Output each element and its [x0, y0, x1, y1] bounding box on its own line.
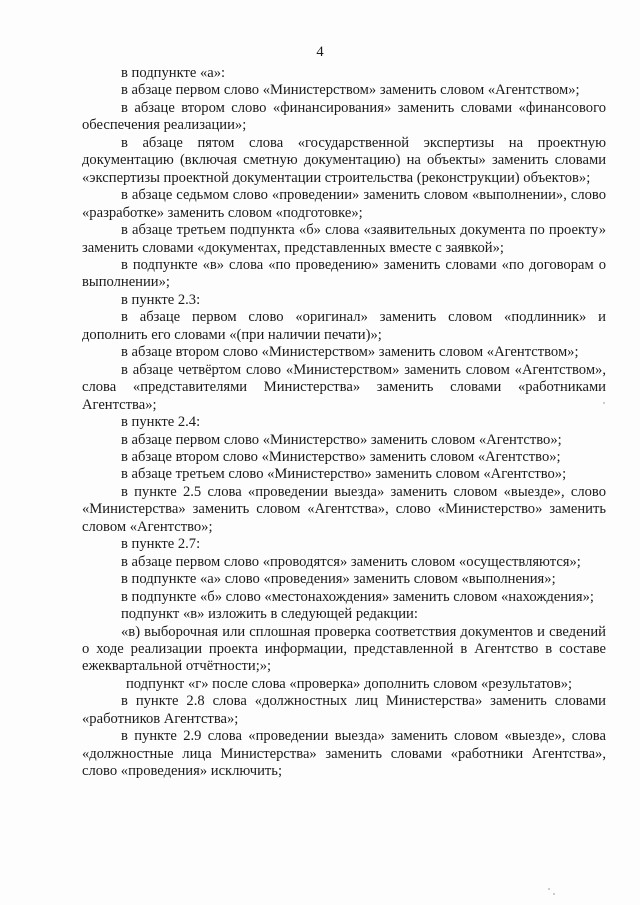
paragraph: в абзаце втором слово «Министерство» заменить словом «Агентство»;	[121, 448, 561, 465]
paragraph: в абзаце третьем слово «Министерство» заменить словом «Агентство»;	[121, 466, 567, 483]
paragraph: в пункте 2.3:	[121, 291, 201, 308]
scan-speck	[548, 888, 550, 890]
paragraph: в абзаце первом слово «оригинал» заменить словом «подлинник» и дополнить его словами «(при наличии печати)»;	[82, 309, 606, 343]
paragraph: в абзаце первом слово «Министерством» заменить словом «Агентством»;	[121, 82, 580, 99]
paragraph: в абзаце втором слово «Министерством» заменить словом «Агентством»;	[121, 344, 579, 361]
paragraph: в абзаце третьем подпункта «б» слова «заявительных документа по проекту» заменить словами «документах, представленных вместе с заявкой»;	[82, 222, 606, 256]
scan-speck	[553, 893, 555, 895]
paragraph: в подпункте «в» слова «по проведению» заменить словами «по договорам о выполнении»;	[82, 256, 606, 291]
paragraph: в абзаце пятом слова «государственной экспертизы на проектную документацию (включая сметную документацию) на объекты» заменить словами «экспертизы проектной документации строительства (реконструкции) объектов»;	[82, 134, 606, 186]
page-number: 4	[316, 44, 324, 60]
paragraph: в подпункте «б» слово «местонахождения» заменить словом «нахождения»;	[121, 588, 594, 605]
paragraph: в абзаце седьмом слово «проведении» заменить словом «выполнении», слово «разработке» заменить словом «подготовке»;	[82, 187, 606, 221]
paragraph: в подпункте «а» слово «проведения» заменить словом «выполнения»;	[121, 571, 556, 588]
paragraph: в абзаце втором слово «финансирования» заменить словами «финансового обеспечения реализации»;	[82, 99, 606, 134]
paragraph: в пункте 2.8 слова «должностных лиц Министерства» заменить словами «работников Агентства»;	[82, 693, 606, 727]
paragraph: в абзаце первом слово «Министерство» заменить словом «Агентство»;	[121, 431, 562, 448]
paragraph: в подпункте «а»:	[121, 65, 226, 81]
paragraph: подпункт «г» после слова «проверка» дополнить словом «результатов»;	[126, 675, 573, 692]
paragraph: «в) выборочная или сплошная проверка соответствия документов и сведений о ходе реализации проекта информации, представленной в Агентство в составе ежеквартальной отчётности;»;	[82, 623, 606, 675]
paragraph: в абзаце четвёртом слово «Министерством» заменить словом «Агентством», слова «представителями Министерства» заменить словами «работниками Агентства»;	[82, 361, 606, 413]
paragraph: в пункте 2.4:	[121, 414, 201, 431]
paragraph: в абзаце первом слово «проводятся» заменить словом «осуществляются»;	[121, 553, 581, 570]
paragraph: в пункте 2.9 слова «проведении выезда» заменить словом «выезде», слова «должностные лица Министерства» заменить словами «работники Агентства», слово «проведения» исключить;	[82, 728, 606, 780]
scan-speck	[603, 402, 605, 404]
document-body	[82, 65, 606, 781]
paragraph: подпункт «в» изложить в следующей редакции:	[121, 606, 418, 623]
paragraph: в пункте 2.7:	[121, 536, 201, 553]
paragraph: в пункте 2.5 слова «проведении выезда» заменить словом «выезде», слово «Министерства» заменить словом «Агентства», слово «Министерство» заменить словом «Агентство»;	[82, 483, 606, 535]
